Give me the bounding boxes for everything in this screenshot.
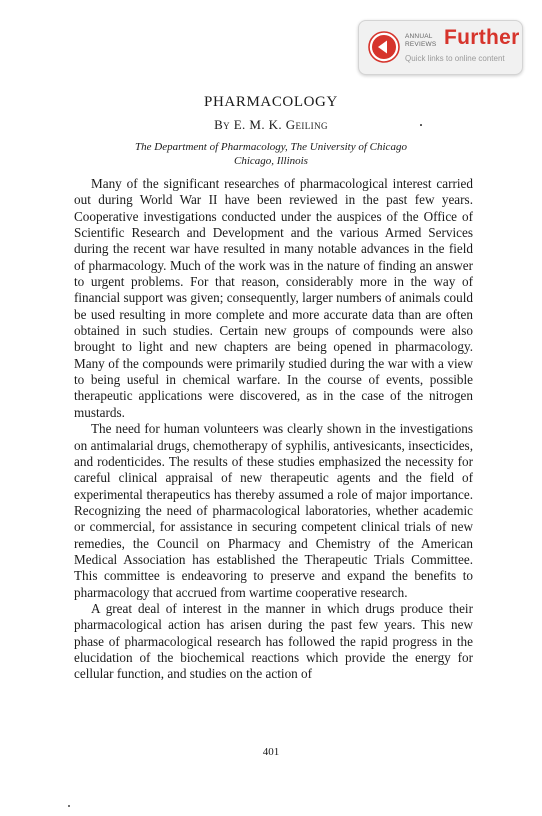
further-badge[interactable] <box>358 20 523 75</box>
annual-reviews-wordmark <box>405 33 441 48</box>
scan-speck <box>420 124 422 126</box>
affiliation-line-1: The Department of Pharmacology, The University of Chicago <box>135 141 407 153</box>
play-arrow-icon <box>368 31 400 63</box>
brand-line-1: ANNUAL <box>405 33 433 40</box>
further-subtitle: Quick links to online content <box>405 54 505 63</box>
page-number: 401 <box>262 746 280 758</box>
body-paragraph: The need for human volunteers was clearly shown in the investigations on antimalarial drugs, chemotherapy of syphilis, antivesicants, insecticides, and rodenticides. The results of these studies emphasized the necessity for careful clinical appraisal of new therapeutic agents and the field of experimental therapeutics has thereby assumed a role of major importance. Recognizing the need of pharmacological laboratories, whether academic or commercial, for assistance in securing competent clinical trials of new remedies, the Council on Pharmacy and Chemistry of the American Medical Association has established the Therapeutic Trials Committee. This committee is endeavoring to preserve and expand the benefits to pharmacology that accrued from wartime cooperative research. <box>74 421 473 600</box>
article-author: By E. M. K. Geiling <box>214 117 328 132</box>
body-paragraph: Many of the significant researches of pharmacological interest carried out during World War II have been reviewed in the past few years. Cooperative investigations conducted under the auspices of the Office of Scientific Research and Development and the various Armed Services during the recent war have resulted in many notable advances in the field of pharmacology. Much of the work was in the nature of finding an answer to urgent problems. For that reason, considerably more in the way of financial support was given; consequently, larger numbers of animals could be used resulting in more complete and more accurate data than are often obtained in such studies. Certain new groups of compounds were also brought to light and new chapters are being opened in pharmacology. Many of the compounds were primarily studied during the war with a view to being useful in chemical warfare. In the course of events, possible therapeutic applications were discovered, as in the case of the nitrogen mustards. <box>74 176 473 420</box>
body-paragraph: A great deal of interest in the manner in which drugs produce their pharmacological action has arisen during the past few years. This new phase of pharmacological research has followed the rapid progress in the elucidation of the biochemical reactions which provide the energy for cellular function, and studies on the action of <box>74 600 473 682</box>
brand-line-2: REVIEWS <box>405 40 437 48</box>
article-title: PHARMACOLOGY <box>204 94 338 110</box>
scan-speck <box>68 805 70 807</box>
article-body <box>74 176 473 683</box>
further-label: Further <box>444 26 520 49</box>
affiliation-line-2: Chicago, Illinois <box>234 155 308 167</box>
author-affiliation <box>0 140 542 168</box>
